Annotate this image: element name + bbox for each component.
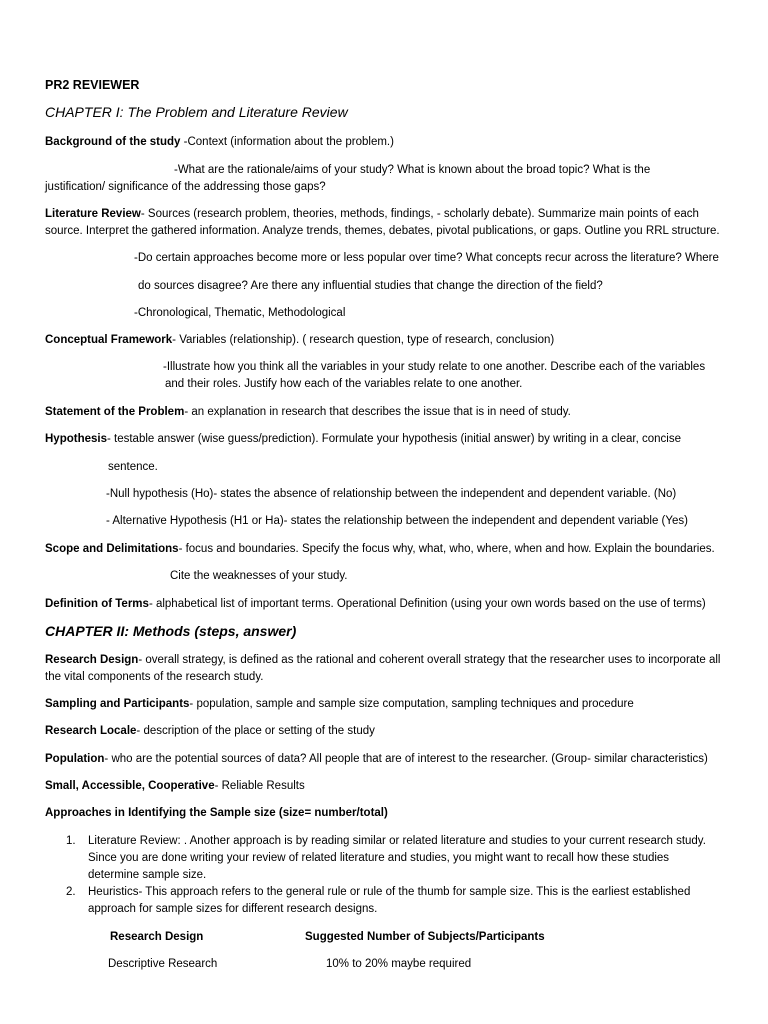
sampling-paragraph [45,697,634,711]
conceptual-sub1: -Illustrate how you think all the variables in your study relate to one another. Describe each of the variables [163,361,706,373]
list-item-1-number: 1. [66,835,76,847]
design-line1: - overall strategy, is defined as the rational and coherent overall strategy that the researcher uses to incorporate all [138,654,721,666]
table-header-suggested: Suggested Number of Subjects/Participants [305,931,545,943]
locale-paragraph [45,724,375,738]
background-text: -Context (information about the problem.) [180,136,394,148]
list-item-1-line1: Literature Review: . Another approach is by reading similar or related literature and studies to your current research study. [88,835,706,847]
sampling-term: Sampling and Participants [45,698,190,710]
small-text: - Reliable Results [214,780,305,792]
background-paragraph [45,135,394,149]
approaches-heading: Approaches in Identifying the Sample size (size= number/total) [45,807,388,819]
conceptual-text: - Variables (relationship). ( research question, type of research, conclusion) [172,334,555,346]
hypothesis-paragraph [45,432,681,446]
chapter-1-heading: CHAPTER I: The Problem and Literature Review [45,104,348,120]
alternative-hypothesis: - Alternative Hypothesis (H1 or Ha)- states the relationship between the independent and dependent variable (Yes) [106,515,688,527]
population-text: - who are the potential sources of data? All people that are of interest to the researcher. (Group- similar characteristics) [104,753,708,765]
table-header-design: Research Design [110,931,204,943]
background-term: Background of the study [45,136,181,148]
statement-text: - an explanation in research that describes the issue that is in need of study. [184,406,571,418]
list-item-1-line3: determine sample size. [88,869,207,881]
literature-sub1: -Do certain approaches become more or less popular over time? What concepts recur across the literature? Where [134,252,719,264]
list-item-2-line1: Heuristics- This approach refers to the general rule or rule of the thumb for sample size. This is the earliest established [88,886,691,898]
document-title: PR2 REVIEWER [45,78,140,92]
list-item-2-line2: approach for sample sizes for different research designs. [88,903,378,915]
definition-text: - alphabetical list of important terms. Operational Definition (using your own words based on the use of terms) [148,598,706,610]
design-paragraph [45,653,720,667]
statement-term: Statement of the Problem [45,406,185,418]
literature-line1: - Sources (research problem, theories, methods, findings, - scholarly debate). Summarize main points of each [140,208,699,220]
definition-paragraph [45,597,706,611]
literature-sub3: -Chronological, Thematic, Methodological [134,307,346,319]
conceptual-paragraph [45,333,554,347]
hypothesis-text: - testable answer (wise guess/prediction). Formulate your hypothesis (initial answer) by writing in a clear, concise [107,433,681,445]
locale-text: - description of the place or setting of the study [136,725,375,737]
scope-text: - focus and boundaries. Specify the focus why, what, who, where, when and how. Explain the boundaries. [178,543,715,555]
conceptual-sub2: and their roles. Justify how each of the variables relate to one another. [165,378,523,390]
background-sub-line1: -What are the rationale/aims of your study? What is known about the broad topic? What is the [174,164,651,176]
population-paragraph [45,752,708,766]
statement-paragraph [45,405,571,419]
hypothesis-cont: sentence. [108,461,158,473]
table-cell-design: Descriptive Research [108,958,218,970]
sampling-text: - population, sample and sample size computation, sampling techniques and procedure [189,698,634,710]
design-line2: the vital components of the research study. [45,671,264,683]
literature-term: Literature Review [45,208,141,220]
chapter-2-heading: CHAPTER II: Methods (steps, answer) [45,623,297,639]
scope-paragraph [45,542,715,556]
definition-term: Definition of Terms [45,598,149,610]
list-item-2-number: 2. [66,886,76,898]
hypothesis-term: Hypothesis [45,433,107,445]
list-item-1-line2: Since you are done writing your review of related literature and studies, you might want to recall how these studies [88,852,670,864]
small-paragraph [45,779,305,793]
literature-paragraph [45,207,699,221]
background-sub-line2: justification/ significance of the addressing those gaps? [45,181,326,193]
small-term: Small, Accessible, Cooperative [45,780,215,792]
conceptual-term: Conceptual Framework [45,334,173,346]
scope-sub: Cite the weaknesses of your study. [170,570,348,582]
design-term: Research Design [45,654,139,666]
locale-term: Research Locale [45,725,137,737]
population-term: Population [45,753,105,765]
scope-term: Scope and Delimitations [45,543,179,555]
table-cell-suggested: 10% to 20% maybe required [326,958,472,970]
literature-sub2: do sources disagree? Are there any influential studies that change the direction of the field? [138,280,603,292]
null-hypothesis: -Null hypothesis (Ho)- states the absence of relationship between the independent and dependent variable. (No) [106,488,677,500]
literature-line2: source. Interpret the gathered information. Analyze trends, themes, debates, pivotal publications, or gaps. Outline you RRL structure. [45,225,720,237]
